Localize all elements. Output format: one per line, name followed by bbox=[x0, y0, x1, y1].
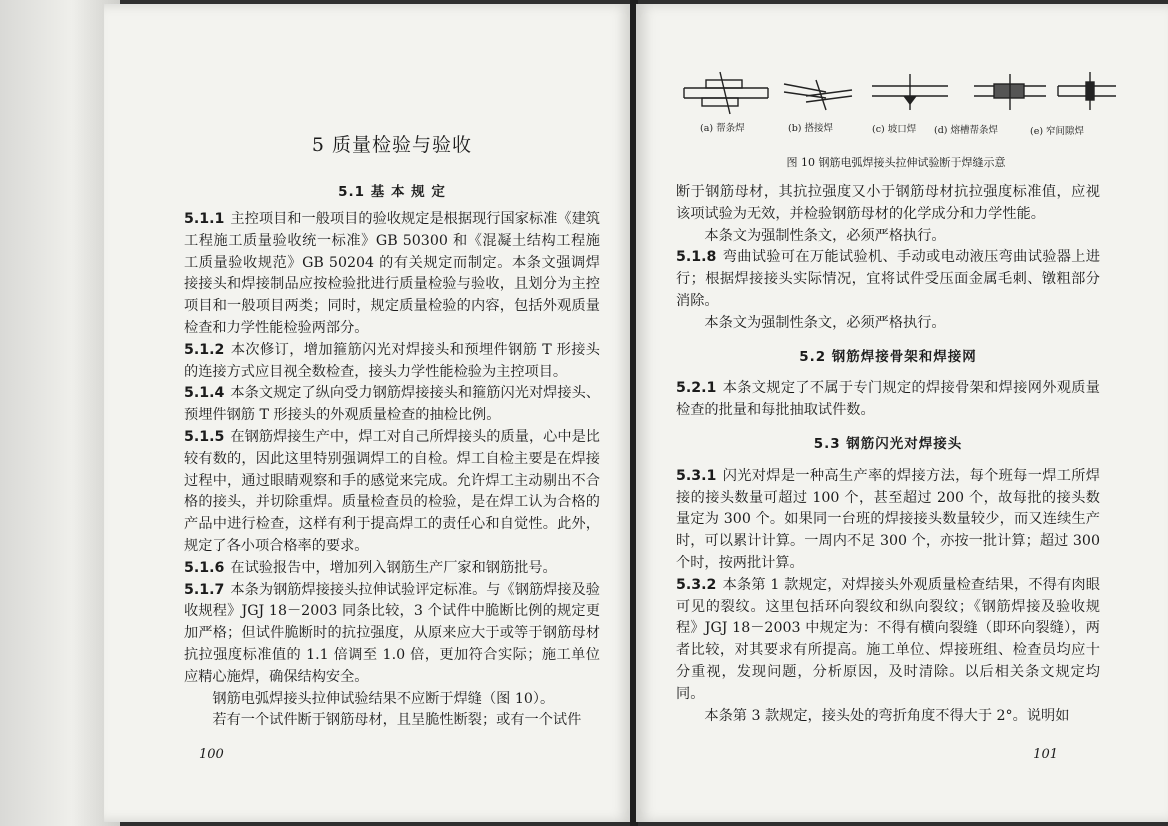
section-title-5-3: 5.3 钢筋闪光对焊接头 bbox=[813, 435, 963, 452]
figure-label-b: (b) 搭接焊 bbox=[788, 123, 834, 134]
clause-5-1-4: 5.1.4 本条文规定了纵向受力钢筋焊接接头和箍筋闪光对焊接头、预埋件钢筋 T 形接头的外观质量检查的抽检比例。 bbox=[184, 385, 600, 424]
right-page bbox=[636, 4, 1168, 822]
clause-5-1-2: 5.1.2 本次修订，增加箍筋闪光对焊接头和预埋件钢筋 T 形接头的连接方式应目视全数检查，接头力学性能检验为主控项目。 bbox=[184, 341, 600, 380]
clause-5-1-1: 5.1.1 主控项目和一般项目的验收规定是根据现行国家标准《建筑工程施工质量验收统一标准》GB 50300 和《混凝土结构工程施工质量验收规范》GB 50204 的有关规定而制定。本条文强调焊接接头和焊接制品应按检验批进行质量检验与验收，且划分为主控项目和一般项目两类；同时，规定质量检验的内容，包括外观质量检查和力学性能检验两部分。 bbox=[184, 211, 600, 336]
chapter-title: 5 质量检验与验收 bbox=[311, 134, 473, 156]
paragraph: 钢筋电弧焊接头拉伸试验结果不应断于焊缝（图 10）。 bbox=[212, 690, 555, 707]
weld-diagram-c bbox=[872, 74, 948, 110]
right-body bbox=[676, 182, 1100, 727]
clause-5-1-6: 5.1.6 在试验报告中，增加列入钢筋生产厂家和钢筋批号。 bbox=[184, 559, 557, 576]
scanner-edge bbox=[0, 0, 120, 826]
left-page bbox=[104, 4, 632, 822]
paragraph: 本条第 3 款规定，接头处的弯折角度不得大于 2°。说明如 bbox=[704, 707, 1070, 724]
clause-5-1-7: 5.1.7 本条为钢筋焊接接头拉伸试验评定标准。与《钢筋焊接及验收规程》JGJ 18－2003 同条比较，3 个试件中脆断比例的规定更加严格；但试件脆断时的抗拉强度，从原来应大于或等于钢筋母材抗拉强度标准值的 1.1 倍调至 1.0 倍，更加符合实际；施工单位应精心施焊，确保结构安全。 bbox=[184, 581, 600, 685]
section-title-5-2: 5.2 钢筋焊接骨架和焊接网 bbox=[799, 348, 977, 365]
clause-5-3-2: 5.3.2 本条第 1 款规定，对焊接头外观质量检查结果，不得有肉眼可见的裂纹。这里包括环向裂纹和纵向裂纹；《钢筋焊接及验收规程》JGJ 18－2003 中规定为：不得有横向裂缝（即环向裂缝），两者比较，对其要求有所提高。施工单位、焊接班组、检查员均应十分重视，发现问题，分析原因，及时清除。以后相关条文规定均同。 bbox=[676, 576, 1100, 702]
figure-label-a: (a) 帮条焊 bbox=[700, 123, 745, 134]
paragraph: 若有一个试件断于钢筋母材，且呈脆性断裂；或有一个试件 bbox=[212, 712, 582, 729]
weld-diagram-e bbox=[1058, 72, 1116, 110]
figure-label-e: (e) 窄间隙焊 bbox=[1030, 126, 1085, 137]
weld-diagram-b bbox=[784, 80, 852, 110]
figure-10 bbox=[676, 66, 1116, 176]
figure-label-d: (d) 熔槽帮条焊 bbox=[934, 125, 999, 136]
figure-label-c: (c) 坡口焊 bbox=[872, 124, 917, 135]
mandatory-note: 本条文为强制性条文，必须严格执行。 bbox=[704, 227, 946, 244]
weld-diagram-d bbox=[974, 74, 1046, 110]
page-number-right: 101 bbox=[1033, 747, 1058, 762]
section-title-5-1: 5.1 基 本 规 定 bbox=[338, 184, 446, 200]
clause-5-1-8: 5.1.8 弯曲试验可在万能试验机、手动或电动液压弯曲试验器上进行；根据焊接接头实际情况，宜将试件受压面金属毛刺、镦粗部分消除。 bbox=[676, 249, 1100, 309]
clause-5-2-1: 5.2.1 本条文规定了不属于专门规定的焊接骨架和焊接网外观质量检查的批量和每批抽取试件数。 bbox=[676, 380, 1100, 419]
paragraph: 断于钢筋母材，其抗拉强度又小于钢筋母材抗拉强度标准值，应视该项试验为无效，并检验钢筋母材的化学成分和力学性能。 bbox=[676, 184, 1100, 222]
left-body bbox=[184, 209, 600, 732]
clause-5-1-5: 5.1.5 在钢筋焊接生产中，焊工对自己所焊接头的质量，心中是比较有数的，因此这里特别强调焊工的自检。焊工自检主要是在焊接过程中，通过眼睛观察和手的感觉来完成。允许焊工主动剔出不合格的接头，并切除重焊。质量检查员的检验，是在焊工认为合格的产品中进行检查，这样有利于提高焊工的责任心和自觉性。此外，规定了各小项合格率的要求。 bbox=[184, 428, 600, 554]
figure-caption: 图 10 钢筋电弧焊接头拉伸试验断于焊缝示意 bbox=[786, 156, 1006, 169]
page-number-left: 100 bbox=[199, 747, 224, 762]
weld-diagram-a bbox=[684, 72, 768, 114]
clause-5-3-1: 5.3.1 闪光对焊是一种高生产率的焊接方法，每个班每一焊工所焊接的接头数量可超过 100 个，甚至超过 200 个，故每批的接头数量定为 300 个。如果同一台班的焊接接头数量较少，而又连续生产时，可以累计计算。一周内不足 300 个，亦按一批计算；超过 300 个时，按两批计算。 bbox=[676, 467, 1100, 571]
mandatory-note: 本条文为强制性条文，必须严格执行。 bbox=[704, 314, 946, 331]
